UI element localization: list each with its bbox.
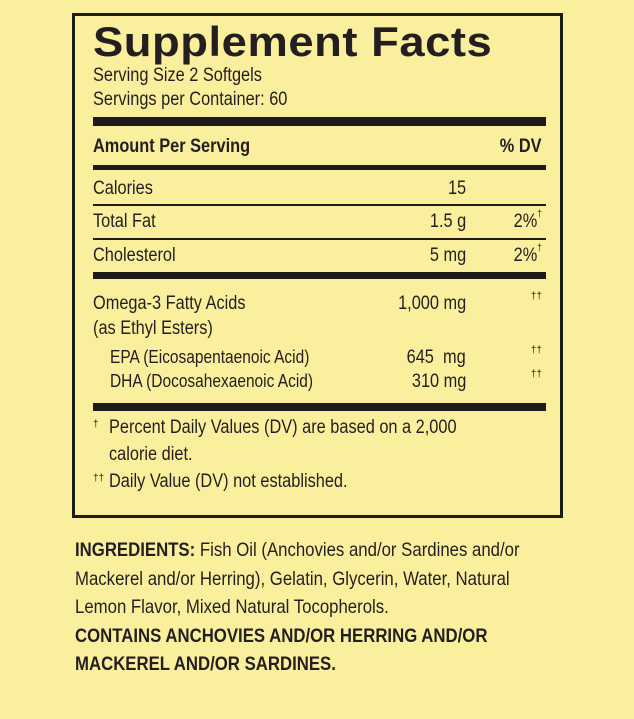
allergen-statement: CONTAINS ANCHOVIES AND/OR HERRING AND/OR: [75, 624, 488, 647]
ingredients-block: [75, 536, 595, 679]
thin-divider: [93, 204, 546, 206]
nutrient-row: Total Fat 1.5 g 2%†: [93, 209, 542, 232]
thin-divider: [93, 238, 546, 240]
serving-size: Serving Size 2 Softgels: [93, 65, 262, 86]
supplement-facts-panel: Supplement Facts Serving Size 2 Softgels Servings per Container: 60 Amount Per Serving % DV Calories 15 Total Fat 1.5 g 2%† Cholesterol 5 mg 2%† Omega-3 Fatty Acids 1,000 mg †† (as Ethyl Esters) EPA (Eicosapentaenoic Acid) 645 mg †† DHA (Docosahexaenoic Acid) 310 mg †† † Percent Daily Values (DV) are based on a 2,000 calorie diet. †† Daily Value (DV) not established.: [72, 13, 563, 518]
active-row: EPA (Eicosapentaenoic Acid) 645 mg ††: [110, 345, 542, 368]
active-row-sub: (as Ethyl Esters): [93, 318, 213, 339]
thick-divider: [93, 272, 546, 279]
amount-header-row: Amount Per Serving % DV: [93, 136, 542, 157]
panel-title: Supplement Facts: [93, 18, 493, 65]
thick-divider: [93, 117, 546, 126]
allergen-statement: MACKEREL AND/OR SARDINES.: [75, 653, 336, 675]
active-row: Omega-3 Fatty Acids 1,000 mg ††: [93, 291, 542, 314]
active-row: DHA (Docosahexaenoic Acid) 310 mg ††: [110, 369, 542, 392]
thick-divider: [93, 403, 546, 411]
nutrient-row: Cholesterol 5 mg 2%†: [93, 243, 542, 266]
ingredients-line: Lemon Flavor, Mixed Natural Tocopherols.: [75, 596, 389, 618]
medium-divider: [93, 165, 546, 170]
servings-per-container: Servings per Container: 60: [93, 89, 288, 110]
ingredients-line: INGREDIENTS: Fish Oil (Anchovies and/or Sardines and/or: [75, 539, 520, 561]
ingredients-line: Mackerel and/or Herring), Gelatin, Glycerin, Water, Natural: [75, 567, 510, 590]
nutrient-row: Calories 15: [93, 178, 466, 199]
